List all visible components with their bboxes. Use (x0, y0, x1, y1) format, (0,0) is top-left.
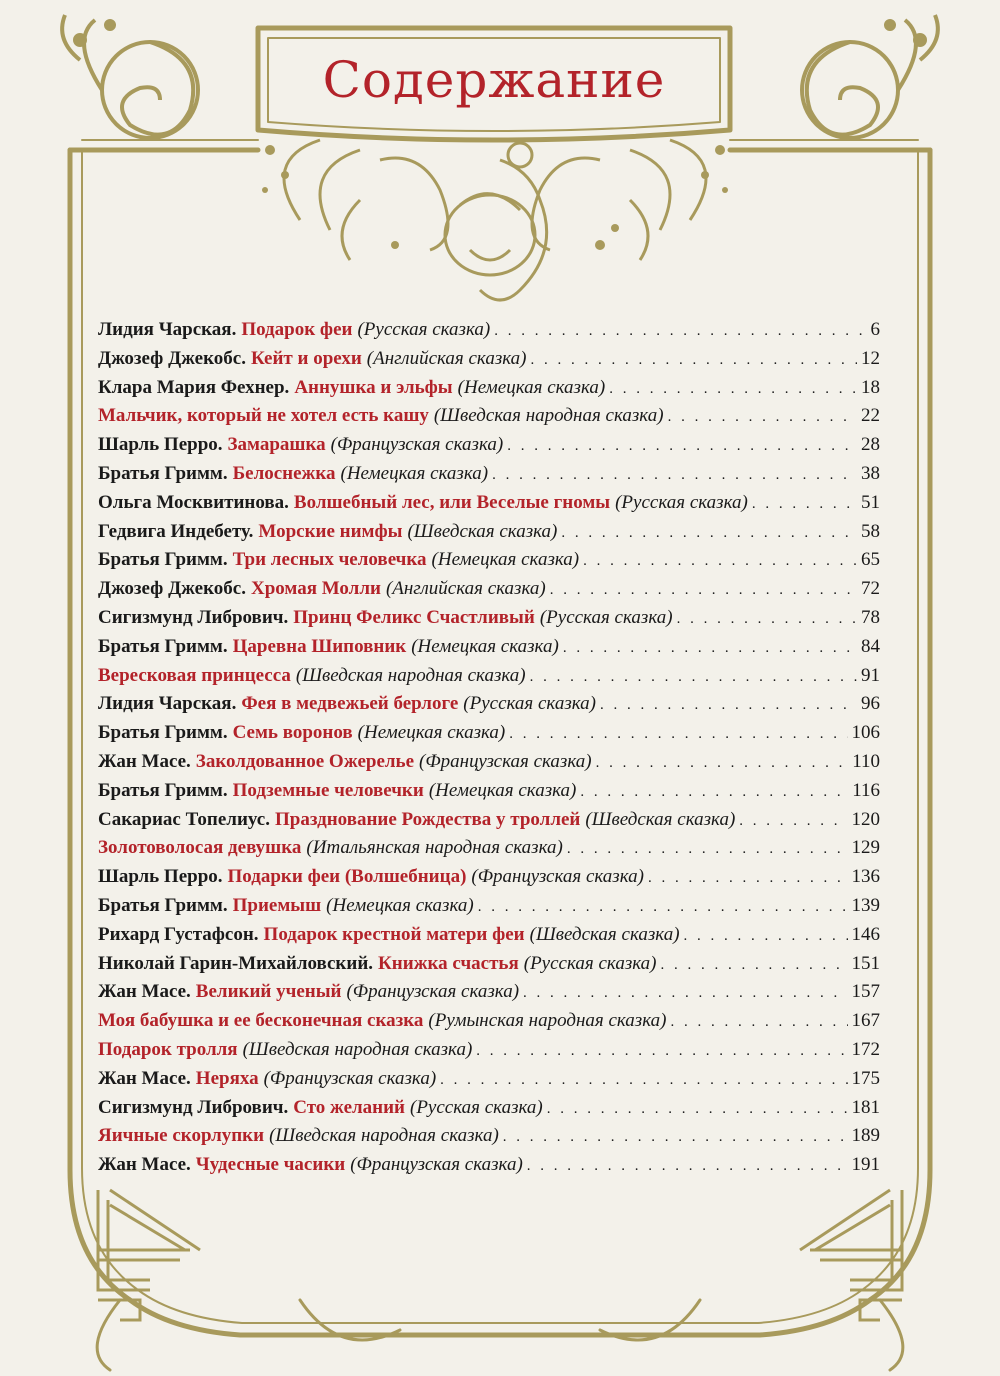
toc-origin: (Румынская народная сказка) (428, 1010, 667, 1032)
toc-page-number: 78 (861, 606, 880, 628)
toc-origin: (Русская сказка) (463, 693, 596, 715)
toc-origin: (Русская сказка) (615, 491, 748, 513)
toc-origin: (Немецкая сказка) (326, 894, 474, 916)
toc-page-number: 65 (861, 549, 880, 571)
toc-origin: (Французская сказка) (419, 750, 592, 772)
toc-story-title[interactable]: Моя бабушка и ее бесконечная сказка (98, 1010, 424, 1032)
dot-leader (684, 922, 848, 950)
toc-origin: (Французская сказка) (350, 1154, 523, 1176)
toc-origin: (Французская сказка) (330, 434, 504, 456)
mermaid-vignette-icon (284, 140, 706, 300)
toc-author: Шарль Перро. (98, 434, 223, 456)
toc-author: Сигизмунд Либрович. (98, 1096, 289, 1118)
toc-origin: (Шведская народная сказка) (269, 1125, 499, 1147)
toc-origin: (Немецкая сказка) (411, 635, 559, 657)
toc-author: Гедвига Индебету. (98, 520, 254, 542)
dot-leader (670, 1008, 847, 1036)
page-title: Содержание (322, 51, 666, 109)
toc-story-title[interactable]: Великий ученый (195, 981, 342, 1003)
dot-leader (531, 346, 857, 374)
toc-author: Братья Гримм. (98, 549, 228, 571)
toc-story-title[interactable]: Аннушка и эльфы (294, 376, 453, 398)
toc-story-title[interactable]: Царевна Шиповник (232, 635, 407, 657)
toc-entry[interactable] (98, 1007, 880, 1036)
toc-page-number: 146 (851, 923, 880, 945)
toc-origin: (Французская сказка) (263, 1067, 437, 1089)
toc-story-title[interactable]: Празднование Рождества у троллей (274, 808, 581, 830)
toc-page-number: 120 (851, 808, 880, 830)
toc-entry[interactable] (98, 690, 880, 719)
toc-entry[interactable] (98, 662, 880, 691)
dot-leader (563, 634, 857, 662)
toc-page-number: 91 (861, 664, 880, 686)
dot-leader (547, 1095, 848, 1123)
toc-author: Сакариас Топелиус. (98, 808, 270, 830)
dot-leader (668, 403, 857, 431)
toc-entry[interactable] (98, 316, 880, 345)
scroll-ornament-icon (62, 15, 198, 138)
corner-ornament-icon (800, 1190, 902, 1320)
scroll-ornament-icon (802, 15, 938, 138)
toc-page-number: 157 (851, 981, 880, 1003)
dot-leader (660, 951, 847, 979)
dot-leader (492, 461, 857, 489)
toc-page-number: 172 (851, 1038, 880, 1060)
toc-story-title[interactable]: Хромая Молли (250, 578, 381, 600)
toc-entry[interactable] (98, 1065, 880, 1094)
toc-author: Рихард Густафсон. (98, 923, 259, 945)
toc-entry[interactable] (98, 546, 880, 575)
dot-leader (609, 375, 857, 403)
toc-story-title[interactable]: Подземные человечки (232, 779, 424, 801)
toc-story-title[interactable]: Яичные скорлупки (98, 1125, 265, 1147)
dot-leader (494, 317, 866, 345)
toc-page-number: 84 (861, 635, 880, 657)
toc-author: Жан Масе. (98, 1067, 191, 1089)
dot-leader (561, 519, 857, 547)
toc-author: Лидия Чарская. (98, 319, 237, 340)
toc-origin: (Немецкая сказка) (431, 549, 580, 571)
toc-story-title[interactable]: Фея в медвежьей берлоге (241, 693, 459, 715)
toc-page-number: 139 (851, 894, 880, 916)
toc-story-title[interactable]: Морские нимфы (258, 520, 403, 542)
toc-origin: (Немецкая сказка) (428, 779, 577, 801)
toc-entry[interactable] (98, 777, 880, 806)
toc-page-number: 6 (870, 319, 880, 340)
toc-origin: (Русская сказка) (539, 606, 673, 628)
toc-entry[interactable] (98, 921, 880, 950)
toc-story-title[interactable]: Белоснежка (232, 462, 336, 484)
toc-origin: (Шведская народная сказка) (242, 1038, 473, 1060)
toc-author: Шарль Перро. (98, 866, 223, 888)
toc-author: Джозеф Джекобс. (98, 347, 246, 369)
toc-author: Братья Гримм. (98, 779, 228, 801)
toc-author: Сигизмунд Либрович. (98, 606, 289, 628)
toc-story-title[interactable]: Заколдованное Ожерелье (195, 750, 415, 772)
toc-entry[interactable] (98, 518, 880, 547)
dot-leader (567, 835, 848, 863)
dot-leader (503, 1123, 848, 1151)
toc-page-number: 189 (851, 1125, 880, 1147)
toc-page-number: 116 (852, 779, 880, 801)
toc-author: Братья Гримм. (98, 894, 228, 916)
toc-entry[interactable] (98, 402, 880, 431)
toc-entry[interactable] (98, 633, 880, 662)
toc-story-title[interactable]: Три лесных человечка (232, 549, 427, 571)
toc-page-number: 175 (851, 1067, 880, 1089)
toc-entry[interactable] (98, 1122, 880, 1151)
toc-entry[interactable] (98, 604, 880, 633)
toc-origin: (Шведская народная сказка) (295, 664, 526, 686)
toc-entry[interactable] (98, 489, 880, 518)
toc-story-title[interactable]: Сто желаний (293, 1096, 405, 1118)
toc-story-title[interactable]: Семь воронов (232, 722, 353, 744)
toc-origin: (Немецкая сказка) (340, 462, 489, 484)
toc-story-title[interactable]: Подарок крестной матери феи (263, 923, 525, 945)
toc-author: Ольга Москвитинова. (98, 491, 289, 513)
corner-ornament-icon (98, 1190, 200, 1320)
toc-entry[interactable] (98, 950, 880, 979)
toc-origin: (Английская сказка) (385, 578, 546, 600)
toc-story-title[interactable]: Книжка счастья (378, 952, 519, 974)
toc-author: Жан Масе. (98, 981, 191, 1003)
dot-leader (507, 432, 857, 460)
toc-story-title[interactable]: Подарок феи (241, 319, 353, 340)
toc-entry[interactable] (98, 892, 880, 921)
dot-leader (476, 1037, 847, 1065)
toc-story-title[interactable]: Подарки феи (Волшебница) (227, 866, 467, 888)
toc-page-number: 110 (852, 750, 880, 772)
dot-leader (523, 979, 847, 1007)
toc-author: Братья Гримм. (98, 722, 228, 744)
toc-origin: (Русская сказка) (357, 319, 491, 340)
toc-entry[interactable] (98, 719, 880, 748)
toc-author: Жан Масе. (98, 1154, 191, 1176)
toc-author: Лидия Чарская. (98, 693, 237, 715)
toc-entry[interactable] (98, 1094, 880, 1123)
toc-story-title[interactable]: Волшебный лес, или Веселые гномы (293, 491, 611, 513)
toc-entry[interactable] (98, 575, 880, 604)
toc-page-number: 96 (861, 693, 880, 715)
toc-page-number: 167 (851, 1010, 880, 1032)
toc-story-title[interactable]: Замарашка (227, 434, 326, 456)
toc-author: Жан Масе. (98, 750, 191, 772)
toc-origin: (Английская сказка) (366, 347, 527, 369)
toc-story-title[interactable]: Принц Феликс Счастливый (293, 606, 535, 628)
toc-page-number: 12 (861, 347, 880, 369)
toc-origin: (Шведская народная сказка) (433, 405, 664, 427)
toc-page-number: 18 (861, 376, 880, 398)
toc-page-number: 72 (861, 578, 880, 600)
dot-leader (677, 605, 857, 633)
toc-entry[interactable] (98, 748, 880, 777)
toc-entry[interactable] (98, 863, 880, 892)
table-of-contents (98, 316, 880, 1180)
toc-story-title[interactable]: Неряха (195, 1067, 259, 1089)
toc-entry[interactable] (98, 978, 880, 1007)
toc-entry[interactable] (98, 431, 880, 460)
toc-author: Джозеф Джекобс. (98, 578, 246, 600)
toc-entry[interactable] (98, 806, 880, 835)
toc-page-number: 129 (851, 837, 880, 859)
dot-leader (478, 893, 848, 921)
toc-entry[interactable] (98, 460, 880, 489)
toc-author: Братья Гримм. (98, 635, 228, 657)
toc-origin: (Русская сказка) (523, 952, 657, 974)
toc-entry[interactable] (98, 374, 880, 403)
toc-origin: (Французская сказка) (346, 981, 520, 1003)
toc-page-number: 38 (861, 462, 880, 484)
toc-origin: (Русская сказка) (410, 1096, 543, 1118)
toc-page-number: 106 (851, 722, 880, 744)
toc-origin: (Немецкая сказка) (457, 376, 606, 398)
dot-leader (596, 749, 849, 777)
toc-story-title[interactable]: Приемыш (232, 894, 322, 916)
dot-leader (527, 1152, 848, 1180)
toc-story-title[interactable]: Вересковая принцесса (98, 664, 291, 686)
toc-story-title[interactable]: Золотоволосая девушка (98, 837, 302, 859)
toc-origin: (Шведская сказка) (407, 520, 558, 542)
dot-leader (509, 720, 847, 748)
dot-leader (648, 864, 848, 892)
toc-author: Николай Гарин-Михайловский. (98, 952, 374, 974)
toc-entry[interactable] (98, 1036, 880, 1065)
toc-story-title[interactable]: Подарок тролля (98, 1038, 238, 1060)
dot-leader (530, 663, 857, 691)
dot-leader (440, 1066, 847, 1094)
toc-origin: (Немецкая сказка) (357, 722, 506, 744)
dot-leader (583, 547, 857, 575)
toc-page-number: 151 (851, 952, 880, 974)
toc-author: Братья Гримм. (98, 462, 228, 484)
toc-story-title[interactable]: Мальчик, который не хотел есть кашу (98, 405, 429, 427)
dot-leader (600, 691, 857, 719)
toc-entry[interactable] (98, 1151, 880, 1180)
toc-story-title[interactable]: Кейт и орехи (250, 347, 362, 369)
dot-leader (752, 490, 857, 518)
toc-author: Клара Мария Фехнер. (98, 376, 290, 398)
toc-entry[interactable] (98, 345, 880, 374)
toc-origin: (Шведская сказка) (529, 923, 680, 945)
toc-entry[interactable] (98, 834, 880, 863)
dot-leader (580, 778, 848, 806)
dot-leader (550, 576, 857, 604)
toc-origin: (Французская сказка) (471, 866, 644, 888)
toc-page-number: 51 (861, 491, 880, 513)
toc-page-number: 181 (851, 1096, 880, 1118)
toc-page-number: 58 (861, 520, 880, 542)
toc-origin: (Шведская сказка) (585, 808, 736, 830)
toc-page-number: 191 (851, 1154, 880, 1176)
toc-page-number: 22 (861, 405, 880, 427)
toc-origin: (Итальянская народная сказка) (306, 837, 563, 859)
toc-story-title[interactable]: Чудесные часики (195, 1154, 346, 1176)
toc-page-number: 136 (851, 866, 880, 888)
toc-page-number: 28 (861, 434, 880, 456)
dot-leader (739, 807, 847, 835)
